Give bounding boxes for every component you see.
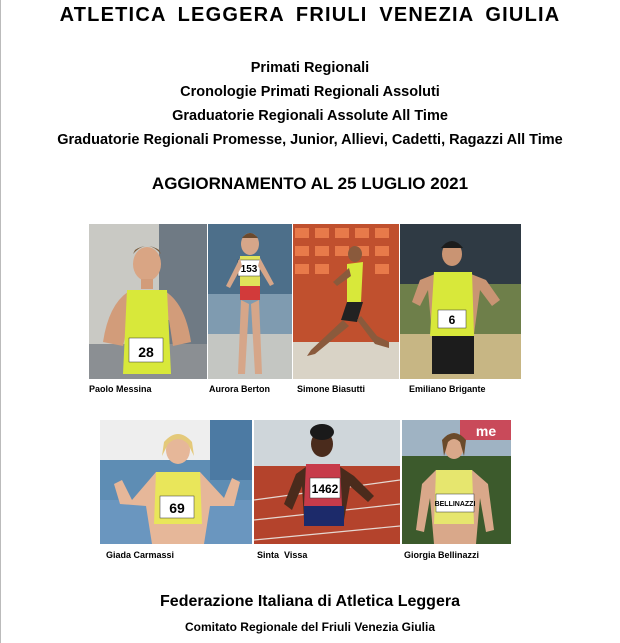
athlete-photo-sinta-vissa	[254, 420, 400, 544]
regional-committee: Comitato Regionale del Friuli Venezia Giulia	[184, 620, 436, 634]
caption-sinta-vissa: Sinta Vissa	[257, 550, 308, 560]
page-title: ATLETICA LEGGERA FRIULI VENEZIA GIULIA	[59, 4, 561, 26]
athlete-bib-paolo-messina: 28	[138, 344, 154, 360]
athlete-photo-giada-carmassi	[100, 420, 252, 544]
athlete-photo-aurora-berton	[208, 224, 292, 379]
athlete-bib-sinta-vissa: 1462	[311, 482, 339, 496]
caption-aurora-berton: Aurora Berton	[209, 384, 271, 394]
subtitle-primati: Primati Regionali	[250, 60, 370, 76]
federation-name: Federazione Italiana di Atletica Leggera	[160, 593, 460, 610]
athlete-bib-emiliano-brigante: 6	[448, 313, 456, 327]
athlete-photo-simone-biasutti	[293, 224, 399, 379]
caption-emiliano-brigante: Emiliano Brigante	[409, 384, 486, 394]
athlete-bib-aurora-berton: 153	[240, 264, 258, 275]
caption-giorgia-bellinazzi: Giorgia Bellinazzi	[404, 550, 480, 560]
caption-giada-carmassi: Giada Carmassi	[106, 550, 175, 560]
athlete-bib-giada-carmassi: 69	[169, 500, 185, 516]
athlete-bib-giorgia-bellinazzi: BELLINAZZI	[434, 501, 476, 508]
caption-paolo-messina: Paolo Messina	[89, 384, 152, 394]
athlete-photo-giorgia-bellinazzi	[402, 420, 511, 544]
subtitle-graduatorie-assolute: Graduatorie Regionali Assolute All Time	[172, 108, 448, 124]
athlete-photo-paolo-messina	[89, 224, 207, 379]
update-date: AGGIORNAMENTO AL 25 LUGLIO 2021	[151, 174, 469, 193]
subtitle-cronologie: Cronologie Primati Regionali Assoluti	[180, 84, 440, 100]
svg-text:me: me	[475, 423, 497, 439]
athlete-photo-emiliano-brigante	[400, 224, 521, 379]
subtitle-graduatorie-giovanili: Graduatorie Regionali Promesse, Junior, Allievi, Cadetti, Ragazzi All Time	[57, 132, 563, 148]
caption-simone-biasutti: Simone Biasutti	[297, 384, 366, 394]
